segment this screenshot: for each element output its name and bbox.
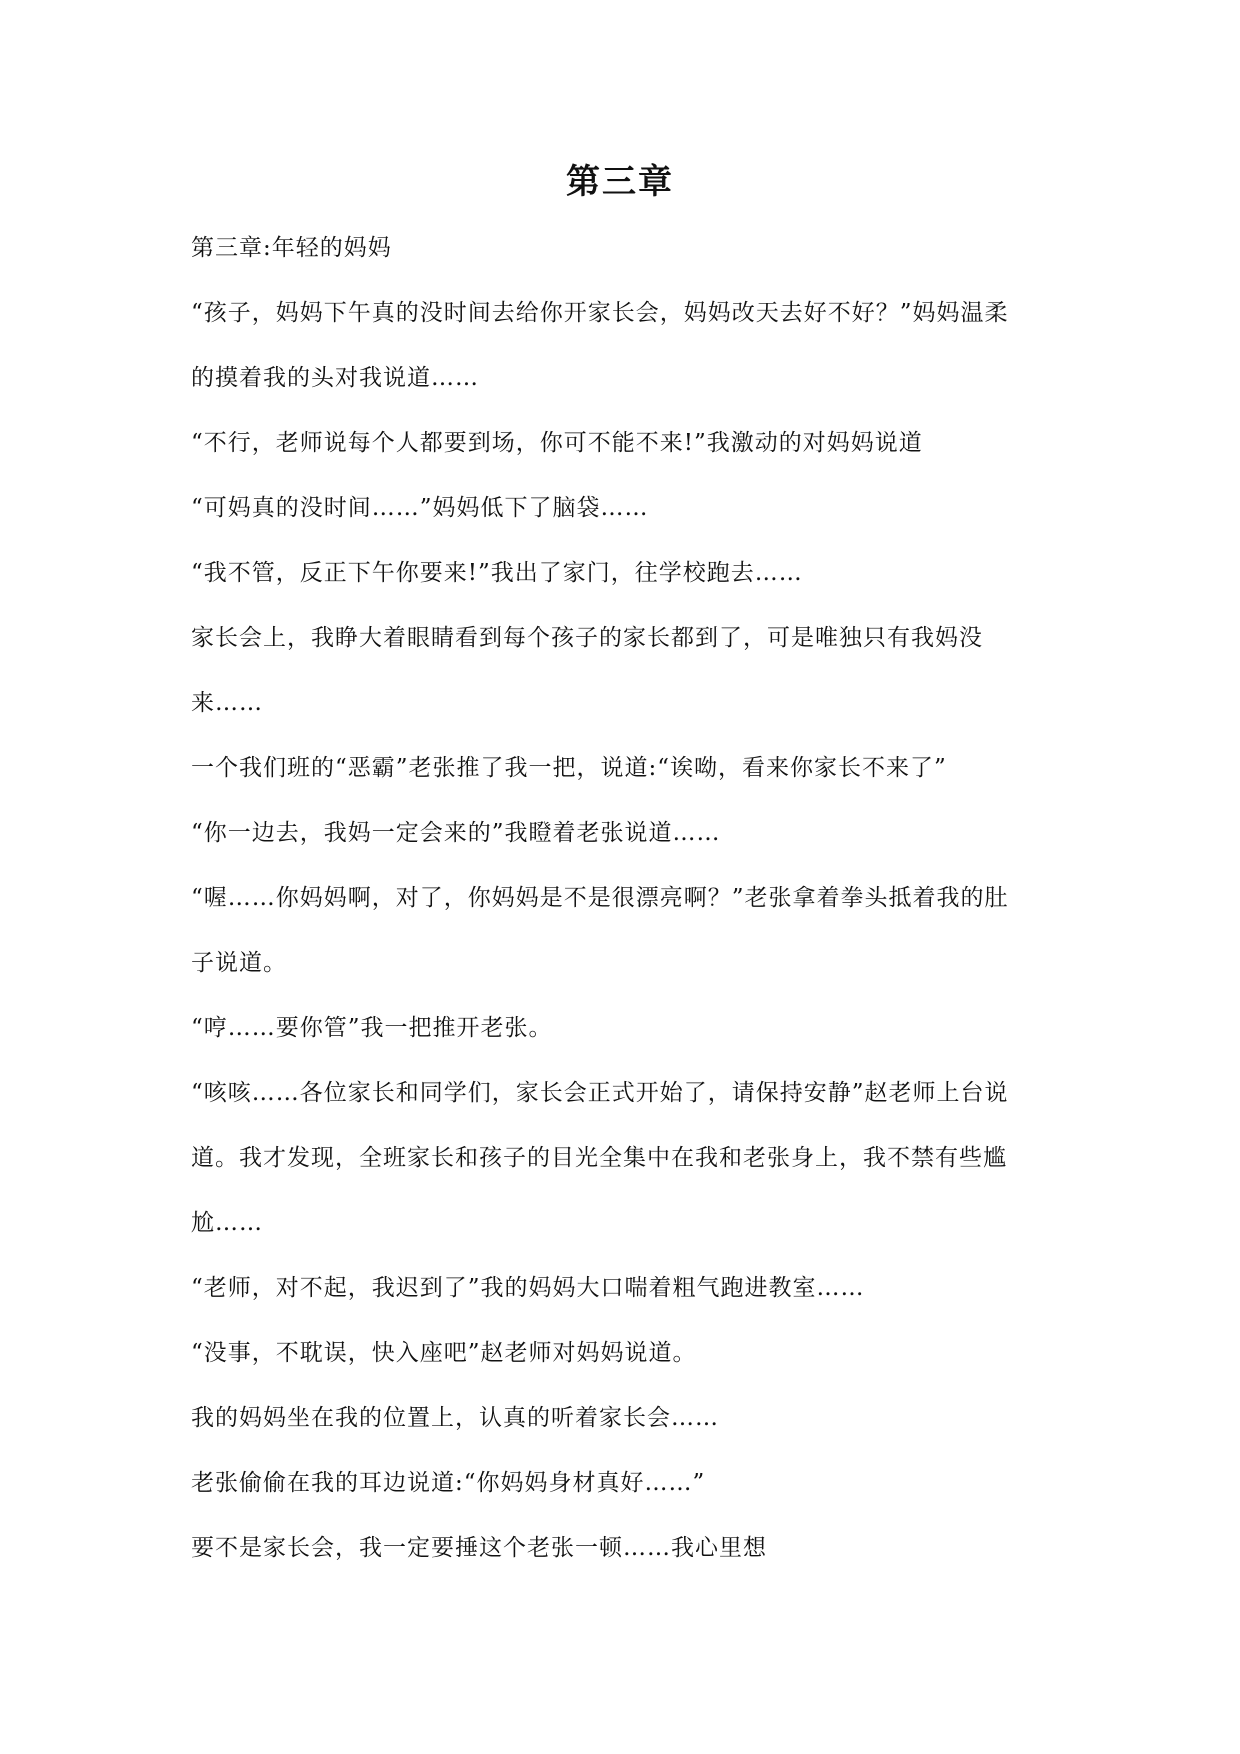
paragraph-line: 子说道。 <box>191 950 287 976</box>
paragraph-line: “老师，对不起，我迟到了”我的妈妈大口喘着粗气跑进教室…… <box>191 1275 865 1301</box>
paragraph-line: 要不是家长会，我一定要捶这个老张一顿……我心里想 <box>191 1535 767 1561</box>
paragraph-line: 的摸着我的头对我说道…… <box>191 365 479 391</box>
paragraph-line: “我不管，反正下午你要来!”我出了家门，往学校跑去…… <box>191 560 803 586</box>
paragraph-line: 来…… <box>191 690 263 716</box>
paragraph-line: “不行，老师说每个人都要到场，你可不能不来!”我激动的对妈妈说道 <box>191 430 923 456</box>
paragraph-line: 家长会上，我睁大着眼睛看到每个孩子的家长都到了，可是唯独只有我妈没 <box>191 625 983 651</box>
paragraph-line: 我的妈妈坐在我的位置上，认真的听着家长会…… <box>191 1405 719 1431</box>
chapter-body <box>191 226 1061 1591</box>
paragraph-line: “咳咳……各位家长和同学们，家长会正式开始了，请保持安静”赵老师上台说 <box>191 1080 1009 1106</box>
paragraph-line: 老张偷偷在我的耳边说道:“你妈妈身材真好……” <box>191 1470 706 1496</box>
paragraph-line: “孩子，妈妈下午真的没时间去给你开家长会，妈妈改天去好不好？”妈妈温柔 <box>191 300 1009 326</box>
paragraph-line: 道。我才发现，全班家长和孩子的目光全集中在我和老张身上，我不禁有些尴 <box>191 1145 1007 1171</box>
paragraph-line: 第三章:年轻的妈妈 <box>191 235 392 261</box>
paragraph-line: “没事，不耽误，快入座吧”赵老师对妈妈说道。 <box>191 1340 697 1366</box>
chapter-title: 第三章 <box>566 162 674 202</box>
paragraph-line: “你一边去，我妈一定会来的”我瞪着老张说道…… <box>191 820 721 846</box>
paragraph-line: “可妈真的没时间……”妈妈低下了脑袋…… <box>191 495 649 521</box>
paragraph-line: 尬…… <box>191 1210 263 1236</box>
paragraph-line: “喔……你妈妈啊，对了，你妈妈是不是很漂亮啊？”老张拿着拳头抵着我的肚 <box>191 885 1009 911</box>
paragraph-line: “哼……要你管”我一把推开老张。 <box>191 1015 553 1041</box>
paragraph-line: 一个我们班的“恶霸”老张推了我一把，说道:“诶呦，看来你家长不来了” <box>191 755 947 781</box>
